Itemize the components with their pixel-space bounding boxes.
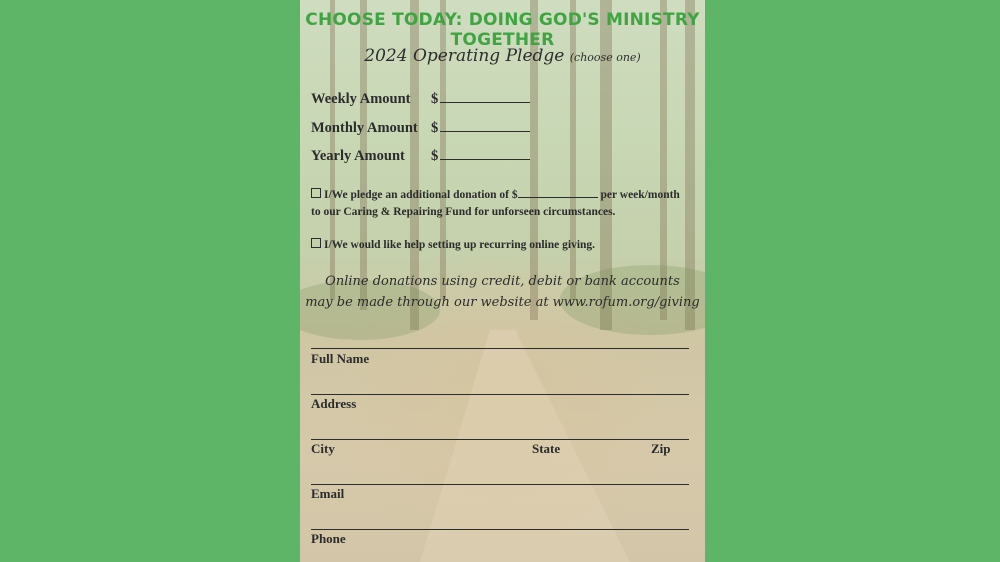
- yearly-label: Yearly Amount: [311, 148, 405, 164]
- pledge-card: [300, 0, 705, 562]
- weekly-row: [311, 88, 530, 117]
- additional-pledge-text: I/We pledge an additional donation of $: [324, 189, 518, 201]
- additional-amount-field[interactable]: [518, 187, 598, 198]
- monthly-currency: $: [431, 119, 439, 136]
- online-note-line1: Online donations using credit, debit or bank accounts: [325, 274, 680, 289]
- online-help-text: I/We would like help setting up recurring online giving.: [324, 239, 596, 251]
- city-label: City: [311, 441, 335, 456]
- additional-pledge-period: per week/month: [600, 189, 680, 201]
- subhead-title: 2024 Operating Pledge: [364, 46, 565, 66]
- additional-pledge-fund: to our Caring & Repairing Fund for unforseen circumstances.: [311, 206, 616, 218]
- yearly-amount-field[interactable]: [440, 145, 530, 160]
- zip-label: Zip: [651, 441, 671, 456]
- email-label: Email: [311, 486, 345, 501]
- monthly-label: Monthly Amount: [311, 119, 418, 136]
- online-help: [311, 238, 595, 251]
- additional-pledge: [311, 187, 696, 221]
- full-name-field[interactable]: [311, 348, 689, 349]
- weekly-amount-field[interactable]: [440, 88, 530, 103]
- state-label: State: [532, 441, 561, 456]
- email-field[interactable]: [311, 484, 689, 485]
- phone-label: Phone: [311, 531, 346, 546]
- weekly-currency: $: [431, 91, 439, 107]
- monthly-amount-field[interactable]: [440, 117, 530, 132]
- monthly-row: [311, 117, 530, 146]
- additional-pledge-checkbox[interactable]: [311, 188, 321, 198]
- headline: CHOOSE TODAY: DOING GOD'S MINISTRY TOGETHER: [305, 10, 700, 50]
- weekly-label: Weekly Amount: [311, 91, 411, 107]
- address-field[interactable]: [311, 394, 689, 395]
- yearly-row: [311, 145, 530, 174]
- city-state-zip-field[interactable]: [311, 439, 689, 440]
- online-help-checkbox[interactable]: [311, 238, 321, 248]
- online-note-line2: may be made through our website at www.rofum.org/giving: [305, 295, 700, 310]
- phone-field[interactable]: [311, 529, 689, 530]
- full-name-label: Full Name: [311, 351, 370, 366]
- subhead: [300, 46, 705, 66]
- yearly-currency: $: [431, 148, 439, 164]
- amount-options: [311, 88, 530, 174]
- subhead-note: (choose one): [569, 51, 641, 64]
- address-label: Address: [311, 396, 357, 411]
- online-note: [300, 271, 705, 313]
